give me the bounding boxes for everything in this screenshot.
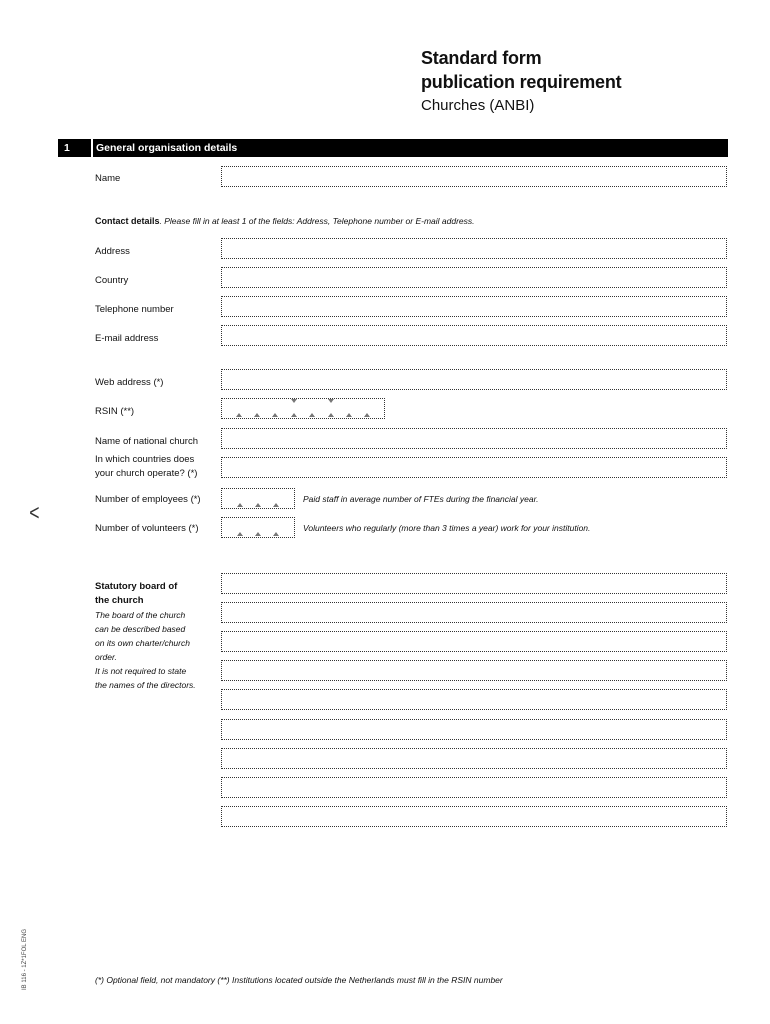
contact-details-heading [95,216,475,226]
volunteers-tick [237,532,243,536]
web-address-label: Web address (*) [95,377,164,388]
countries-label [95,453,197,481]
name-label: Name [95,173,121,184]
national-church-field[interactable] [221,428,727,449]
board-description [95,580,213,692]
email-field[interactable] [221,325,727,346]
contact-details-note: . Please fill in at least 1 of the fields: Address, Telephone number or E-mail address. [159,216,475,226]
rsin-tick [309,413,315,417]
board-field-7[interactable] [221,748,727,769]
countries-label-line2: your church operate? (*) [95,468,198,479]
board-title-line1: Statutory board of [95,581,178,592]
form-subtitle: Churches (ANBI) [421,97,535,114]
board-title-line2: the church [95,595,144,606]
rsin-tick [328,413,334,417]
rsin-box [221,398,385,419]
volunteers-tick [255,532,261,536]
contact-details-label: Contact details [95,216,160,226]
rsin-tick [254,413,260,417]
chevron-left-icon: < [29,500,40,525]
board-field-5[interactable] [221,689,727,710]
board-desc-line1: The board of the church [95,610,186,620]
volunteers-field[interactable] [221,517,295,538]
section-divider [91,139,93,157]
employees-tick [255,503,261,507]
telephone-label: Telephone number [95,304,174,315]
section-number: 1 [64,142,70,154]
board-field-8[interactable] [221,777,727,798]
rsin-tick [236,413,242,417]
employees-label: Number of employees (*) [95,494,201,505]
national-church-label: Name of national church [95,436,198,447]
rsin-tick [346,413,352,417]
web-address-field[interactable] [221,369,727,390]
employees-field[interactable] [221,488,295,509]
section-title: General organisation details [96,142,238,154]
section-header [58,139,728,157]
footer-note: (*) Optional field, not mandatory (**) Institutions located outside the Netherlands must fill in the RSIN number [95,975,503,985]
countries-label-line1: In which countries does [95,454,195,465]
board-field-2[interactable] [221,602,727,623]
board-desc-line4: order. [95,652,117,662]
address-label: Address [95,246,130,257]
volunteers-note: Volunteers who regularly (more than 3 times a year) work for your institution. [303,523,591,533]
country-field[interactable] [221,267,727,288]
board-field-4[interactable] [221,660,727,681]
volunteers-label: Number of volunteers (*) [95,523,199,534]
volunteers-tick [273,532,279,536]
country-label: Country [95,275,129,286]
employees-note: Paid staff in average number of FTEs during the financial year. [303,494,539,504]
board-field-9[interactable] [221,806,727,827]
employees-tick [237,503,243,507]
rsin-tick [291,413,297,417]
board-desc-line5: It is not required to state [95,666,187,676]
form-title-line1: Standard form [421,48,542,68]
rsin-tick [328,399,334,403]
email-label: E-mail address [95,333,159,344]
rsin-label: RSIN (**) [95,406,135,417]
board-field-6[interactable] [221,719,727,740]
board-field-3[interactable] [221,631,727,652]
rsin-tick [291,399,297,403]
board-field-1[interactable] [221,573,727,594]
form-title-line2: publication requirement [421,72,622,92]
rsin-tick [272,413,278,417]
board-desc-line2: can be described based [95,624,186,634]
telephone-field[interactable] [221,296,727,317]
board-desc-line6: the names of the directors. [95,680,196,690]
rsin-field[interactable] [221,398,385,419]
employees-tick [273,503,279,507]
board-desc-line3: on its own charter/church [95,638,190,648]
name-field[interactable] [221,166,727,187]
form-code: IB 116 - 1Z*1FOL ENG [22,928,28,990]
countries-field[interactable] [221,457,727,478]
rsin-tick [364,413,370,417]
address-field[interactable] [221,238,727,259]
form-title [421,46,751,94]
